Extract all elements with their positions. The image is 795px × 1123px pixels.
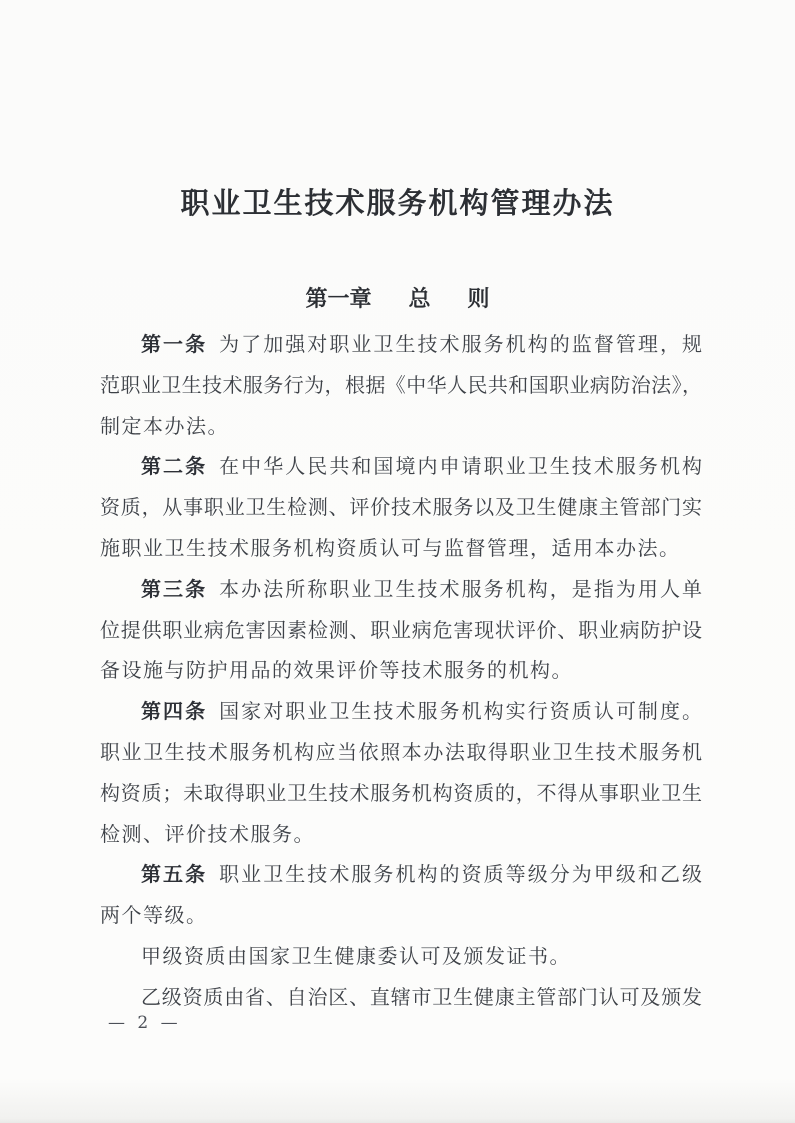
text-line: 位提供职业病危害因素检测、职业病危害现状评价、职业病防护设	[100, 617, 702, 642]
text-line: 职业卫生技术服务机构应当依照本办法取得职业卫生技术服务机	[100, 739, 702, 764]
paragraph	[100, 854, 702, 936]
chapter-heading	[20, 287, 775, 313]
line-text: 本办法所称职业卫生技术服务机构，是指为用人单	[219, 576, 702, 601]
text-line: 两个等级。	[100, 903, 208, 928]
text-line: 施职业卫生技术服务机构资质认可与监督管理，适用本办法。	[100, 535, 681, 560]
text-line: 备设施与防护用品的效果评价等技术服务的机构。	[100, 658, 573, 683]
paragraph	[100, 324, 702, 446]
article-label: 第四条	[141, 699, 208, 724]
line-text: 在中华人民共和国境内申请职业卫生技术服务机构	[219, 454, 702, 479]
article-label: 第一条	[141, 332, 208, 356]
line-text: 国家对职业卫生技术服务机构实行资质认可制度。	[219, 699, 702, 724]
text-line: 资质，从事职业卫生检测、评价技术服务以及卫生健康主管部门实	[100, 495, 702, 520]
article-label: 第三条	[141, 576, 208, 601]
paragraph	[100, 446, 702, 568]
text-line	[100, 691, 702, 732]
line-text: 职业卫生技术服务机构的资质等级分为甲级和乙级	[219, 862, 702, 887]
chapter-number: 第一章	[305, 287, 372, 312]
article-label: 第二条	[141, 454, 208, 479]
article-label: 第五条	[141, 862, 208, 887]
text-line: 检测、评价技术服务。	[100, 821, 315, 846]
text-line: 制定本办法。	[100, 413, 229, 438]
text-line: 乙级资质由省、自治区、直辖市卫生健康主管部门认可及颁发	[141, 984, 702, 1009]
body-paragraphs	[100, 324, 702, 1018]
text-line	[100, 569, 702, 610]
text-line: 构资质；未取得职业卫生技术服务机构资质的，不得从事职业卫生	[100, 780, 702, 805]
paragraph	[100, 936, 702, 977]
paragraph	[100, 977, 702, 1018]
chapter-title-char-2: 则	[467, 287, 490, 312]
text-line	[100, 446, 702, 487]
chapter-title-char-1: 总	[408, 287, 431, 312]
line-text: 为了加强对职业卫生技术服务机构的监督管理，规	[219, 332, 702, 356]
text-line	[100, 324, 702, 365]
text-line: 甲级资质由国家卫生健康委认可及颁发证书。	[141, 943, 571, 968]
paragraph	[100, 569, 702, 691]
text-line	[100, 854, 702, 895]
document-title: 职业卫生技术服务机构管理办法	[180, 186, 615, 220]
text-line: 范职业卫生技术服务行为，根据《中华人民共和国职业病防治法》，	[100, 372, 702, 397]
page-number: — 2 —	[108, 1013, 179, 1033]
paragraph	[100, 691, 702, 854]
